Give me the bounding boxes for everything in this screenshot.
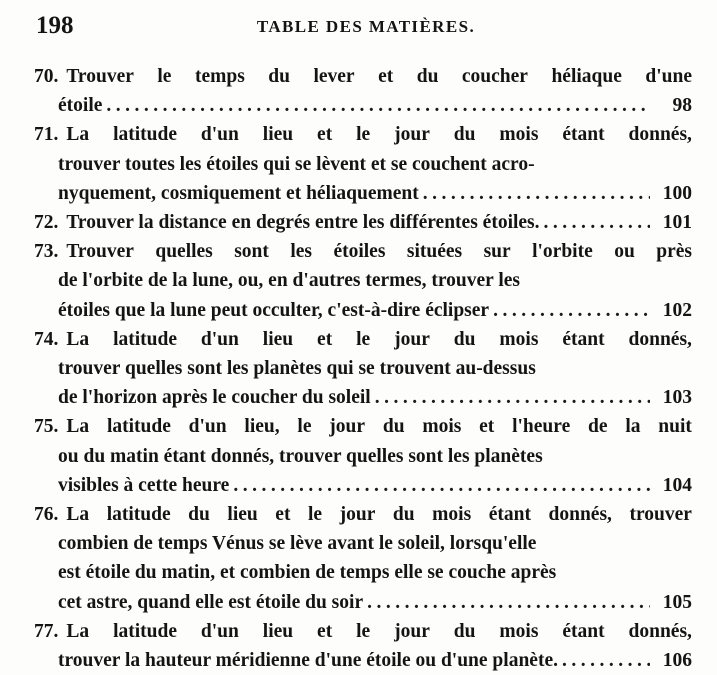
- word: La: [66, 124, 90, 146]
- page-number: 198: [36, 12, 74, 39]
- entry-text: étoiles que la lune peut occulter, c'est-à-dire éclipser: [58, 299, 490, 321]
- word: La: [66, 620, 90, 642]
- entry-last-line: [34, 646, 692, 675]
- word: d'un: [200, 124, 239, 146]
- entry-last-line: [34, 471, 692, 500]
- word: lieu: [262, 124, 294, 146]
- entry-page-number: 102: [662, 299, 692, 321]
- toc-entry-73: [34, 237, 692, 325]
- word: lieu: [262, 328, 294, 350]
- word: étoiles: [333, 241, 386, 263]
- word: d'un: [188, 416, 227, 438]
- entry-text: ou du matin étant donnés, trouver quelles sont les planètes: [58, 445, 543, 467]
- word: du: [268, 66, 290, 87]
- table-of-contents: [34, 62, 692, 675]
- dot-leader: [540, 208, 650, 237]
- entry-number: 71.: [34, 124, 59, 146]
- entry-page-number: 104: [662, 474, 692, 496]
- entry-text: étoile: [58, 95, 103, 117]
- entry-text: de l'horizon après le coucher du soleil: [58, 387, 371, 409]
- dot-leader: [558, 646, 650, 675]
- word: et: [378, 66, 394, 87]
- word: jour: [394, 124, 430, 146]
- dot-leader: [229, 471, 650, 500]
- word: près: [656, 241, 692, 263]
- word: temps: [194, 66, 245, 87]
- entry-line: [34, 120, 692, 149]
- dot-leader: [371, 383, 650, 412]
- entry-last-line: [34, 296, 692, 325]
- entry-line: [34, 237, 692, 266]
- toc-entry-70: [34, 62, 692, 120]
- word: la: [625, 416, 641, 438]
- entry-line: [34, 617, 692, 646]
- word: et: [317, 328, 333, 350]
- word: lieu: [227, 504, 258, 526]
- word: et: [275, 504, 291, 526]
- entry-page-number: 98: [672, 95, 692, 117]
- toc-entry-71: [34, 120, 692, 208]
- word: le: [297, 416, 312, 438]
- word: ou: [614, 241, 635, 263]
- entry-number: 77.: [34, 620, 59, 642]
- dot-leader: [363, 588, 650, 617]
- word: l'orbite: [532, 241, 593, 263]
- word: latitude: [106, 416, 171, 438]
- word: du: [392, 504, 415, 526]
- word: du: [416, 66, 439, 87]
- word: nuit: [658, 416, 692, 438]
- entry-text: [66, 412, 692, 441]
- word: du: [453, 620, 476, 642]
- word: étant: [562, 620, 605, 642]
- word: d'un: [200, 620, 239, 642]
- entry-text: trouver toutes les étoiles qui se lèvent et se couchent acro-: [58, 153, 535, 175]
- word: jour: [394, 328, 430, 350]
- entry-number: 73.: [34, 241, 59, 263]
- word: les: [290, 241, 313, 263]
- entry-line: [34, 354, 692, 383]
- word: du: [453, 124, 476, 146]
- word: étant: [488, 504, 531, 526]
- entry-number: 70.: [34, 66, 59, 87]
- entry-page-number: 103: [662, 387, 692, 409]
- dot-leader: [489, 296, 650, 325]
- entry-text: cet astre, quand elle est étoile du soir: [58, 591, 364, 613]
- dot-leader: [102, 91, 650, 120]
- word: quelles: [155, 241, 213, 263]
- entry-text: [66, 325, 692, 354]
- entry-text: [66, 62, 692, 91]
- word: La: [66, 504, 90, 526]
- entry-text: trouver quelles sont les planètes qui se trouvent au-dessus: [58, 358, 536, 380]
- word: d'une: [645, 66, 692, 87]
- entry-last-line: [34, 91, 692, 120]
- word: d'un: [200, 328, 239, 350]
- entry-last-line: [34, 179, 692, 208]
- word: héliaque: [551, 66, 622, 87]
- word: le: [356, 328, 371, 350]
- word: et: [479, 416, 495, 438]
- entry-text: nyquement, cosmiquement et héliaquement: [58, 182, 419, 204]
- entry-number: 76.: [34, 504, 59, 526]
- entry-line: [34, 558, 692, 587]
- word: jour: [394, 620, 430, 642]
- word: du: [188, 504, 210, 526]
- word: et: [317, 124, 333, 146]
- word: mois: [499, 620, 539, 642]
- entry-line: [34, 266, 692, 295]
- entry-line: [34, 150, 692, 179]
- toc-entry-74: [34, 325, 692, 413]
- toc-entry-75: [34, 412, 692, 500]
- entry-last-line: [34, 208, 692, 237]
- entry-line: [34, 412, 692, 441]
- word: mois: [432, 504, 472, 526]
- entry-text: de l'orbite de la lune, ou, en d'autres termes, trouver les: [58, 270, 521, 292]
- word: mois: [499, 124, 539, 146]
- toc-entry-76: [34, 500, 692, 617]
- word: Trouver: [66, 241, 134, 263]
- word: situées: [406, 241, 463, 263]
- entry-text: [66, 500, 692, 529]
- word: mois: [499, 328, 539, 350]
- word: donnés,: [628, 328, 692, 350]
- entry-text: [66, 237, 692, 266]
- entry-text: [66, 120, 692, 149]
- entry-page-number: 101: [662, 212, 692, 234]
- word: du: [382, 416, 405, 438]
- entry-last-line: [34, 383, 692, 412]
- word: le: [308, 504, 323, 526]
- entry-text: est étoile du matin, et combien de temps elle se couche après: [58, 562, 557, 584]
- entry-line: [34, 529, 692, 558]
- word: du: [453, 328, 476, 350]
- word: donnés,: [628, 124, 692, 146]
- entry-text: Trouver la distance en degrés entre les différentes étoiles.: [66, 212, 540, 234]
- word: donnés,: [548, 504, 612, 526]
- entry-line: [34, 62, 692, 91]
- entry-page-number: 105: [662, 591, 692, 613]
- word: coucher: [461, 66, 528, 87]
- running-title: TABLE DES MATIÈRES.: [256, 17, 476, 36]
- entry-text: trouver la hauteur méridienne d'une étoile ou d'une planète.: [58, 650, 558, 672]
- word: le: [356, 124, 371, 146]
- entry-page-number: 106: [662, 650, 692, 672]
- word: jour: [329, 416, 366, 438]
- word: lever: [313, 66, 355, 87]
- word: lieu: [262, 620, 294, 642]
- word: lieu,: [244, 416, 280, 438]
- entry-line: [34, 325, 692, 354]
- entry-line: [34, 500, 692, 529]
- word: latitude: [113, 328, 177, 350]
- page-header: [36, 8, 696, 48]
- entry-page-number: 100: [662, 182, 692, 204]
- word: le: [356, 620, 371, 642]
- entry-number: 75.: [34, 416, 59, 438]
- word: sont: [234, 241, 269, 263]
- word: trouver: [629, 504, 692, 526]
- entry-text: visibles à cette heure: [58, 474, 230, 496]
- word: donnés,: [628, 620, 692, 642]
- entry-text: combien de temps Vénus se lève avant le soleil, lorsqu'elle: [58, 533, 537, 555]
- word: l'heure: [512, 416, 571, 438]
- entry-line: [34, 442, 692, 471]
- word: étant: [562, 124, 605, 146]
- entry-text: [66, 617, 692, 646]
- word: étant: [562, 328, 605, 350]
- word: sur: [483, 241, 511, 263]
- entry-number: 74.: [34, 328, 59, 350]
- word: La: [66, 328, 90, 350]
- word: La: [66, 416, 90, 438]
- word: Trouver: [66, 66, 134, 87]
- word: latitude: [113, 124, 177, 146]
- word: latitude: [113, 620, 177, 642]
- word: de: [588, 416, 608, 438]
- word: le: [157, 66, 172, 87]
- toc-entry-72: [34, 208, 692, 237]
- word: et: [317, 620, 333, 642]
- word: latitude: [106, 504, 171, 526]
- dot-leader: [419, 179, 650, 208]
- entry-number: 72.: [34, 212, 59, 234]
- toc-entry-77: [34, 617, 692, 675]
- word: jour: [339, 504, 376, 526]
- entry-last-line: [34, 588, 692, 617]
- word: mois: [422, 416, 462, 438]
